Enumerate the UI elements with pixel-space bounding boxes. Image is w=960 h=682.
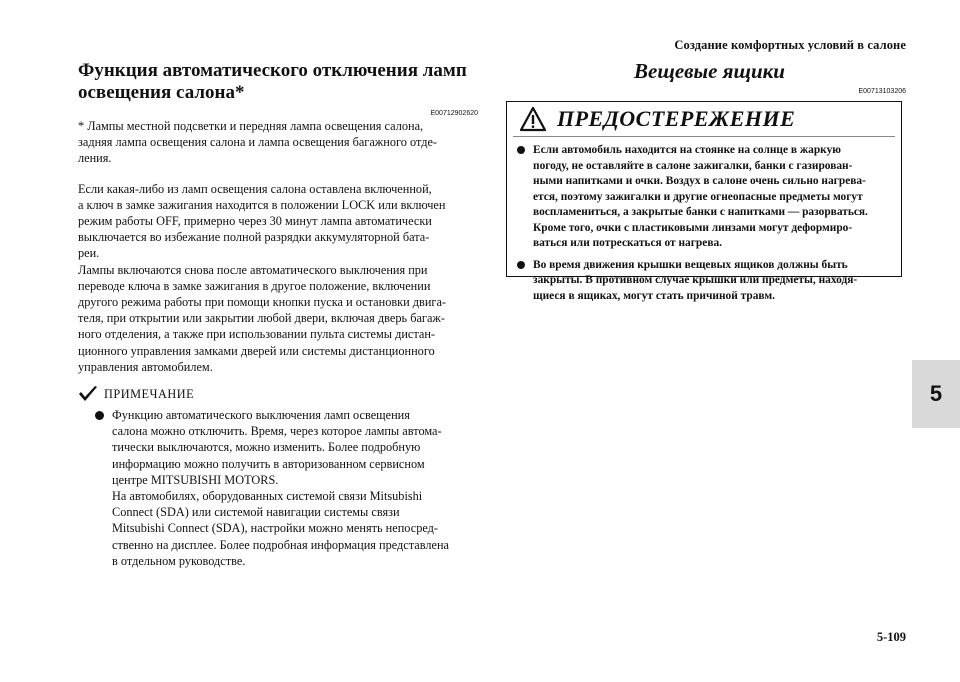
- body-paragraph-2: Лампы включаются снова после автоматического выключения при переводе ключа в замке зажигания в другое положение, включении другого режима работы при помощи кнопки пуска и остановки двига- теля, при открытии или закрытии любой двери, включая дверь багаж- ного отделения, а также при использовании пульта системы дистан- ционного управления замками дверей или системы дистанционного управления автомобилем.: [78, 262, 447, 374]
- note-header: [78, 385, 478, 403]
- warning-header: [513, 102, 895, 137]
- section-title-line2: освещения салона*: [78, 82, 245, 103]
- warning-title: ПРЕДОСТЕРЕЖЕНИЕ: [557, 106, 796, 131]
- page-header: Создание комфортных условий в салоне: [674, 38, 906, 52]
- bullet-icon: [517, 261, 525, 269]
- bullet-icon: [517, 146, 525, 154]
- note-text: Функцию автоматического выключения ламп освещения салона можно отключить. Время, через которое лампы автома- тически выключаются, можно изменить. Более подробную информацию можно получить в авторизованном сервисном центре MITSUBISHI MOTORS. На автомобилях, оборудованных системой связи Mitsubishi Connect (SDA) или системой навигации системы связи Mitsubishi Connect (SDA), настройки можно менять непосред- ственно на дисплее. Более подробная информация представлена в отдельном руководстве.: [112, 408, 450, 568]
- warning-item: [517, 258, 891, 305]
- chapter-tab: 5: [912, 360, 960, 428]
- right-column: [506, 59, 906, 302]
- section-title-line1: Функция автоматического отключения ламп: [78, 60, 467, 81]
- footnote-paragraph: * Лампы местной подсветки и передняя лампа освещения салона, задняя лампа освещения салона и лампа освещения багажного отде- ления.: [78, 119, 437, 166]
- warning-triangle-icon: [519, 106, 547, 132]
- left-column: [78, 60, 478, 569]
- storage-code: E00713103206: [858, 88, 906, 95]
- note-checkmark-icon: [78, 385, 98, 403]
- note-label: ПРИМЕЧАНИЕ: [104, 386, 195, 401]
- storage-title: Вещевые ящики: [634, 59, 785, 83]
- warning-text-2: Во время движения крышки вещевых ящиков должны быть закрыты. В противном случае крышки или предметы, находя- щиеся в ящиках, могут стать причиной травм.: [533, 258, 858, 302]
- section-code: E00712902620: [430, 110, 478, 117]
- body-paragraph-1: Если какая-либо из ламп освещения салона оставлена включенной, а ключ в замке зажигания находится в положении LOCK или включен режим работы OFF, примерно через 30 минут лампа автоматически выключается во избежание полной разрядки аккумуляторной бата- реи.: [78, 181, 446, 261]
- section-title: [78, 60, 478, 104]
- note-item: [78, 407, 478, 569]
- warning-box: [506, 101, 902, 302]
- page-number: 5-109: [876, 630, 906, 644]
- warning-text-1: Если автомобиль находится на стоянке на солнце в жаркую погоду, не оставляйте в салоне зажигалки, банки с газирован- ными напитками и очки. Воздух в салоне очень сильно нагрева- ется, поэтому зажигалки и другие огнеопасные предметы могут воспламениться, а закрытые банки с напитками — разорваться. Кроме того, очки с пластиковыми линзами могут деформиро- ваться или потрескаться от нагрева.: [533, 144, 868, 249]
- warning-item: [517, 143, 891, 252]
- bullet-icon: [95, 411, 104, 420]
